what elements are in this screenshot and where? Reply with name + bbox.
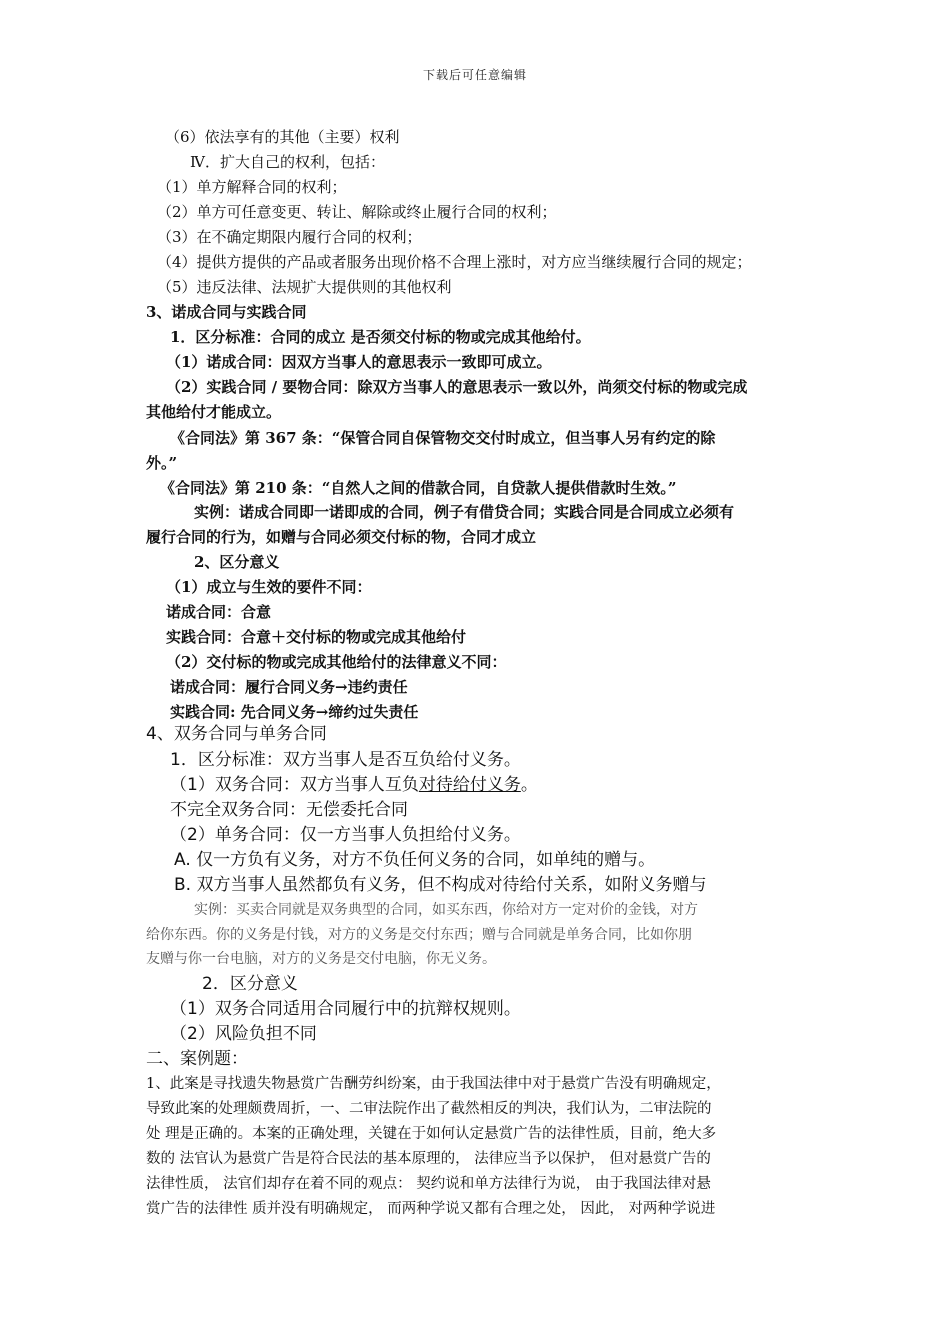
section-3-nuocheng: （1）诺成合同：因双方当事人的意思表示一致即可成立。 — [166, 353, 552, 371]
section-3-shijian-line2: 其他给付才能成立。 — [146, 403, 282, 421]
shuangwu-underlined: 对待给付义务 — [418, 775, 521, 795]
section-3-example-line2: 履行合同的行为，如赠与合同必须交付标的物，合同才成立 — [146, 528, 537, 546]
section-4-danwu: （2）单务合同：仅一方当事人负担给付义务。 — [170, 825, 521, 845]
section-3-sig2: （2）交付标的物或完成其他给付的法律意义不同： — [166, 653, 507, 671]
case-text-line: 处 理是正确的。本案的正确处理，关键在于如何认定悬赏广告的法律性质，目前，绝大多 — [146, 1126, 717, 1142]
shuangwu-prefix: （1）双务合同：双方当事人互负 — [170, 775, 419, 795]
section-4-example-line1: 实例：买卖合同就是双务典型的合同，如买东西，你给对方一定对价的金钱，对方 — [194, 902, 698, 918]
section-4-sig2: （2）风险负担不同 — [170, 1024, 317, 1044]
law-367-line1: 《合同法》第 367 条：“保管合同自保管物交交付时成立，但当事人另有约定的除 — [170, 429, 716, 447]
rights-list-item: （3）在不确定期限内履行合同的权利； — [157, 228, 422, 246]
section-4-example-line2: 给你东西。你的义务是付钱，对方的义务是交付东西；赠与合同就是单务合同，比如你朋 — [146, 927, 692, 943]
rights-list-item: （5）违反法律、法规扩大提供则的其他权利 — [157, 278, 452, 296]
section-4-criterion: 1．区分标准：双方当事人是否互负给付义务。 — [170, 750, 521, 770]
section-3-significance: 2、区分意义 — [194, 553, 280, 571]
cases-title: 二、案例题： — [146, 1049, 248, 1069]
section-4-shuangwu — [170, 774, 538, 796]
section-3-sig2a: 诺成合同：履行合同义务→违约责任 — [170, 678, 408, 696]
section-3-sig2b: 实践合同: 先合同义务→缔约过失责任 — [170, 703, 419, 721]
case-text-line: 导致此案的处理颇费周折，一、二审法院作出了截然相反的判决，我们认为，二审法院的 — [146, 1101, 712, 1117]
section-3-title: 3、诺成合同与实践合同 — [146, 303, 307, 321]
case-text-line: 数的 法官认为悬赏广告是符合民法的基本原理的， 法律应当予以保护， 但对悬赏广告的 — [146, 1151, 711, 1167]
law-367-line2: 外。” — [146, 454, 178, 472]
section-4-incomplete: 不完全双务合同：无偿委托合同 — [170, 800, 408, 820]
section-4-danwu-b: B. 双方当事人虽然都负有义务，但不构成对待给付关系，如附义务赠与 — [174, 875, 707, 895]
page-header: 下载后可任意编辑 — [422, 68, 527, 82]
case-text-line: 法律性质， 法官们却存在着不同的观点： 契约说和单方法律行为说， 由于我国法律对悬 — [146, 1176, 711, 1192]
rights-list-item: （1）单方解释合同的权利； — [157, 178, 347, 196]
section-4-example-line3: 友赠与你一台电脑，对方的义务是交付电脑，你无义务。 — [146, 951, 496, 967]
section-3-criterion: 1．区分标准：合同的成立 是否须交付标的物或完成其他给付。 — [170, 328, 591, 346]
case-text-line: 赏广告的法律性 质并没有明确规定， 而两种学说又都有合理之处， 因此， 对两种学说进 — [146, 1201, 716, 1217]
rights-item-6: （6）依法享有的其他（主要）权利 — [165, 128, 400, 146]
law-210: 《合同法》第 210 条：“自然人之间的借款合同，自贷款人提供借款时生效。” — [160, 479, 677, 497]
section-3-sig1: （1）成立与生效的要件不同： — [166, 578, 372, 596]
section-3-shijian-line1: （2）实践合同 / 要物合同：除双方当事人的意思表示一致以外，尚须交付标的物或完成 — [166, 378, 748, 396]
shuangwu-suffix: 。 — [520, 775, 538, 795]
section-3-sig1a: 诺成合同：合意 — [166, 603, 272, 621]
rights-list-item: （2）单方可任意变更、转让、解除或终止履行合同的权利； — [157, 203, 557, 221]
rights-heading-4: Ⅳ．扩大自己的权利，包括： — [190, 153, 385, 171]
section-4-title: 4、双务合同与单务合同 — [146, 724, 327, 744]
case-text-line: 1、此案是寻找遗失物悬赏广告酬劳纠纷案，由于我国法律中对于悬赏广告没有明确规定， — [146, 1076, 721, 1092]
section-4-danwu-a: A. 仅一方负有义务，对方不负任何义务的合同，如单纯的赠与。 — [174, 850, 656, 870]
section-4-significance: 2．区分意义 — [202, 974, 298, 994]
section-3-example-line1: 实例：诺成合同即一诺即成的合同，例子有借贷合同；实践合同是合同成立必须有 — [194, 503, 735, 521]
rights-list-item: （4）提供方提供的产品或者服务出现价格不合理上涨时，对方应当继续履行合同的规定； — [157, 253, 752, 271]
section-3-sig1b: 实践合同：合意＋交付标的物或完成其他给付 — [166, 628, 467, 646]
section-4-sig1: （1）双务合同适用合同履行中的抗辩权规则。 — [170, 999, 521, 1019]
